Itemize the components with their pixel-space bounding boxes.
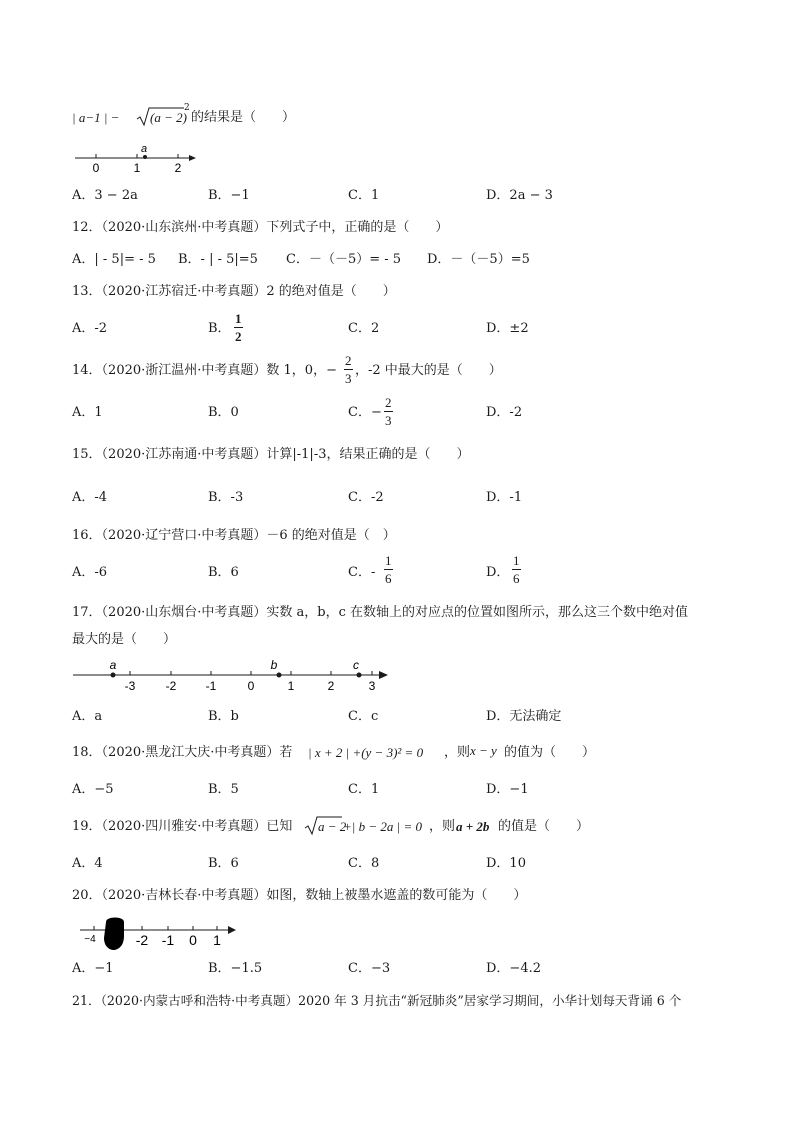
q17-option-b[interactable]: B．b: [208, 709, 239, 724]
q16-stem: 16．（2020·辽宁营口·中考真题）－6 的绝对值是（ ）: [72, 528, 396, 543]
q17-number-line: [70, 656, 400, 696]
q17-point-label: b: [270, 658, 278, 672]
fraction-denominator: 6: [513, 571, 520, 586]
q11-option-b[interactable]: B．−1: [208, 188, 250, 203]
q14-option-d[interactable]: D．-2: [486, 405, 523, 420]
fraction-denominator: 2: [235, 329, 242, 344]
q17-option-c[interactable]: C．c: [348, 709, 379, 724]
q18-option-a[interactable]: A．−5: [72, 782, 114, 797]
q17-axis-label: -1: [205, 679, 217, 693]
q19-stem-math: +| b − 2a | = 0: [343, 819, 422, 834]
q11-stem-abs: | a−1 | −: [72, 110, 120, 125]
q15-option-b[interactable]: B．-3: [208, 490, 244, 505]
q17-option-a[interactable]: A．a: [72, 709, 103, 724]
q19-option-d[interactable]: D．10: [486, 856, 526, 871]
q18-stem-before: 18．（2020·黑龙江大庆·中考真题）若: [72, 745, 293, 760]
q19-stem-var: a + 2b: [456, 819, 490, 834]
q12-option-d[interactable]: D．－（－5）=5: [427, 252, 530, 267]
q16-option-b[interactable]: B．6: [208, 565, 239, 580]
q19-stem-after: 的值是（ ）: [498, 819, 590, 834]
q13-option-a[interactable]: A．-2: [72, 321, 108, 336]
q19-option-a[interactable]: A．4: [72, 856, 103, 871]
q17-stem-line2: 最大的是（ ）: [72, 632, 177, 647]
q20-option-a[interactable]: A．−1: [72, 961, 114, 976]
q12-option-a[interactable]: A．| - 5|= - 5: [72, 252, 156, 267]
q14-option-a[interactable]: A．1: [72, 405, 103, 420]
q14-option-c-fraction: [384, 396, 393, 427]
q14-stem-before: 14．（2020·浙江温州·中考真题）数 1，0，−: [72, 363, 337, 378]
q14-stem-after: ，-2 中最大的是（ ）: [355, 363, 502, 378]
q17-axis-label: -2: [165, 679, 177, 693]
q15-option-d[interactable]: D．-1: [486, 490, 523, 505]
q19-stem-before: 19．（2020·四川雅安·中考真题）已知: [72, 819, 293, 834]
q17-axis-label: 0: [247, 679, 255, 693]
fraction-numerator: 1: [385, 553, 392, 568]
q18-option-d[interactable]: D．−1: [486, 782, 529, 797]
q17-axis-label: 1: [287, 679, 295, 693]
q11-stem-text: 的结果是（ ）: [191, 110, 296, 125]
q13-option-d[interactable]: D．±2: [486, 321, 529, 336]
q11-option-c[interactable]: C．1: [348, 188, 380, 203]
q17-axis-label: -3: [124, 679, 136, 693]
q17-stem-line1: 17．（2020·山东烟台·中考真题）实数 a，b，c 在数轴上的对应点的位置如图所示，那么这三个数中绝对值: [72, 605, 689, 620]
q11-number-line: [70, 140, 210, 176]
q16-option-c[interactable]: C．-: [348, 565, 376, 580]
q20-option-b[interactable]: B．−1.5: [208, 961, 263, 976]
q11-axis-label: 0: [92, 161, 100, 175]
q14-option-c[interactable]: C．−: [348, 405, 382, 420]
q13-option-b-fraction: [234, 312, 243, 343]
q16-option-c-fraction: [384, 554, 393, 585]
q19-stem-root: a − 2: [318, 819, 347, 834]
q18-stem-after: 的值为（ ）: [504, 745, 596, 760]
q12-stem: 12．（2020·山东滨州·中考真题）下列式子中，正确的是（ ）: [72, 220, 449, 235]
q19-option-b[interactable]: B．6: [208, 856, 239, 871]
fraction-numerator: 1: [235, 311, 242, 326]
q11-point-a: [143, 155, 147, 159]
q17-point-c: [357, 673, 362, 678]
q12-option-b[interactable]: B．- | - 5|=5: [178, 252, 258, 267]
q20-axis-label: -1: [161, 932, 175, 948]
q15-stem: 15．（2020·江苏南通·中考真题）计算|-1|-3，结果正确的是（ ）: [72, 447, 470, 462]
q19-option-c[interactable]: C．8: [348, 856, 380, 871]
q14-stem-fraction: [344, 354, 353, 385]
q18-stem-mid: ，则: [444, 745, 471, 760]
q20-number-line: [76, 914, 246, 954]
q11-option-d[interactable]: D．2a − 3: [486, 188, 553, 203]
q20-axis-label: -2: [135, 932, 149, 948]
q17-point-b: [277, 673, 282, 678]
q18-option-b[interactable]: B．5: [208, 782, 239, 797]
fraction-denominator: 3: [345, 371, 352, 386]
q11-stem-root: (a − 2): [150, 110, 187, 125]
q18-option-c[interactable]: C．1: [348, 782, 380, 797]
q17-axis-label: 2: [327, 679, 335, 693]
q11-axis-label: 2: [174, 161, 182, 175]
q11-point-label: a: [140, 143, 148, 155]
fraction-numerator: 2: [385, 395, 392, 410]
q11-option-a[interactable]: A．3 − 2a: [72, 188, 138, 203]
fraction-denominator: 3: [385, 413, 392, 428]
q13-option-c[interactable]: C．2: [348, 321, 380, 336]
q17-point-label: a: [109, 658, 117, 672]
q17-axis-label: 3: [368, 679, 376, 693]
fraction-numerator: 2: [345, 353, 352, 368]
q12-option-c[interactable]: C．－（－5）= - 5: [286, 252, 402, 267]
q11-axis-label: 1: [133, 161, 141, 175]
q16-option-d-fraction: [512, 554, 521, 585]
q20-option-c[interactable]: C．−3: [348, 961, 391, 976]
q17-point-label: c: [353, 658, 359, 672]
q18-stem-var: x − y: [470, 743, 497, 758]
q17-point-a: [111, 673, 116, 678]
q20-option-d[interactable]: D．−4.2: [486, 961, 541, 976]
q20-axis-label: 0: [189, 932, 197, 948]
q14-option-b[interactable]: B．0: [208, 405, 239, 420]
q20-axis-label: 1: [213, 932, 221, 948]
q20-axis-label: −4: [84, 934, 96, 945]
q17-option-d[interactable]: D．无法确定: [486, 709, 562, 724]
fraction-denominator: 6: [385, 571, 392, 586]
q20-ink-blot: [104, 918, 124, 951]
q13-stem: 13．（2020·江苏宿迁·中考真题）2 的绝对值是（ ）: [72, 284, 396, 299]
q13-option-b[interactable]: B．: [208, 321, 231, 336]
q19-stem-mid: ，则: [429, 819, 456, 834]
q11-stem-exp: 2: [184, 103, 190, 113]
q20-stem: 20．（2020·吉林长春·中考真题）如图，数轴上被墨水遮盖的数可能为（ ）: [72, 888, 527, 903]
q18-stem-math: | x + 2 | +(y − 3)² = 0: [308, 745, 424, 760]
fraction-numerator: 1: [513, 553, 520, 568]
q21-stem: 21．（2020·内蒙古呼和浩特·中考真题）2020 年 3 月抗击“新冠肺炎”居家学习期间，小华计划每天背诵 6 个: [72, 993, 682, 1008]
q16-option-a[interactable]: A．-6: [72, 565, 108, 580]
q15-option-a[interactable]: A．-4: [72, 490, 108, 505]
q15-option-c[interactable]: C．-2: [348, 490, 384, 505]
q16-option-d[interactable]: D．: [486, 565, 510, 580]
